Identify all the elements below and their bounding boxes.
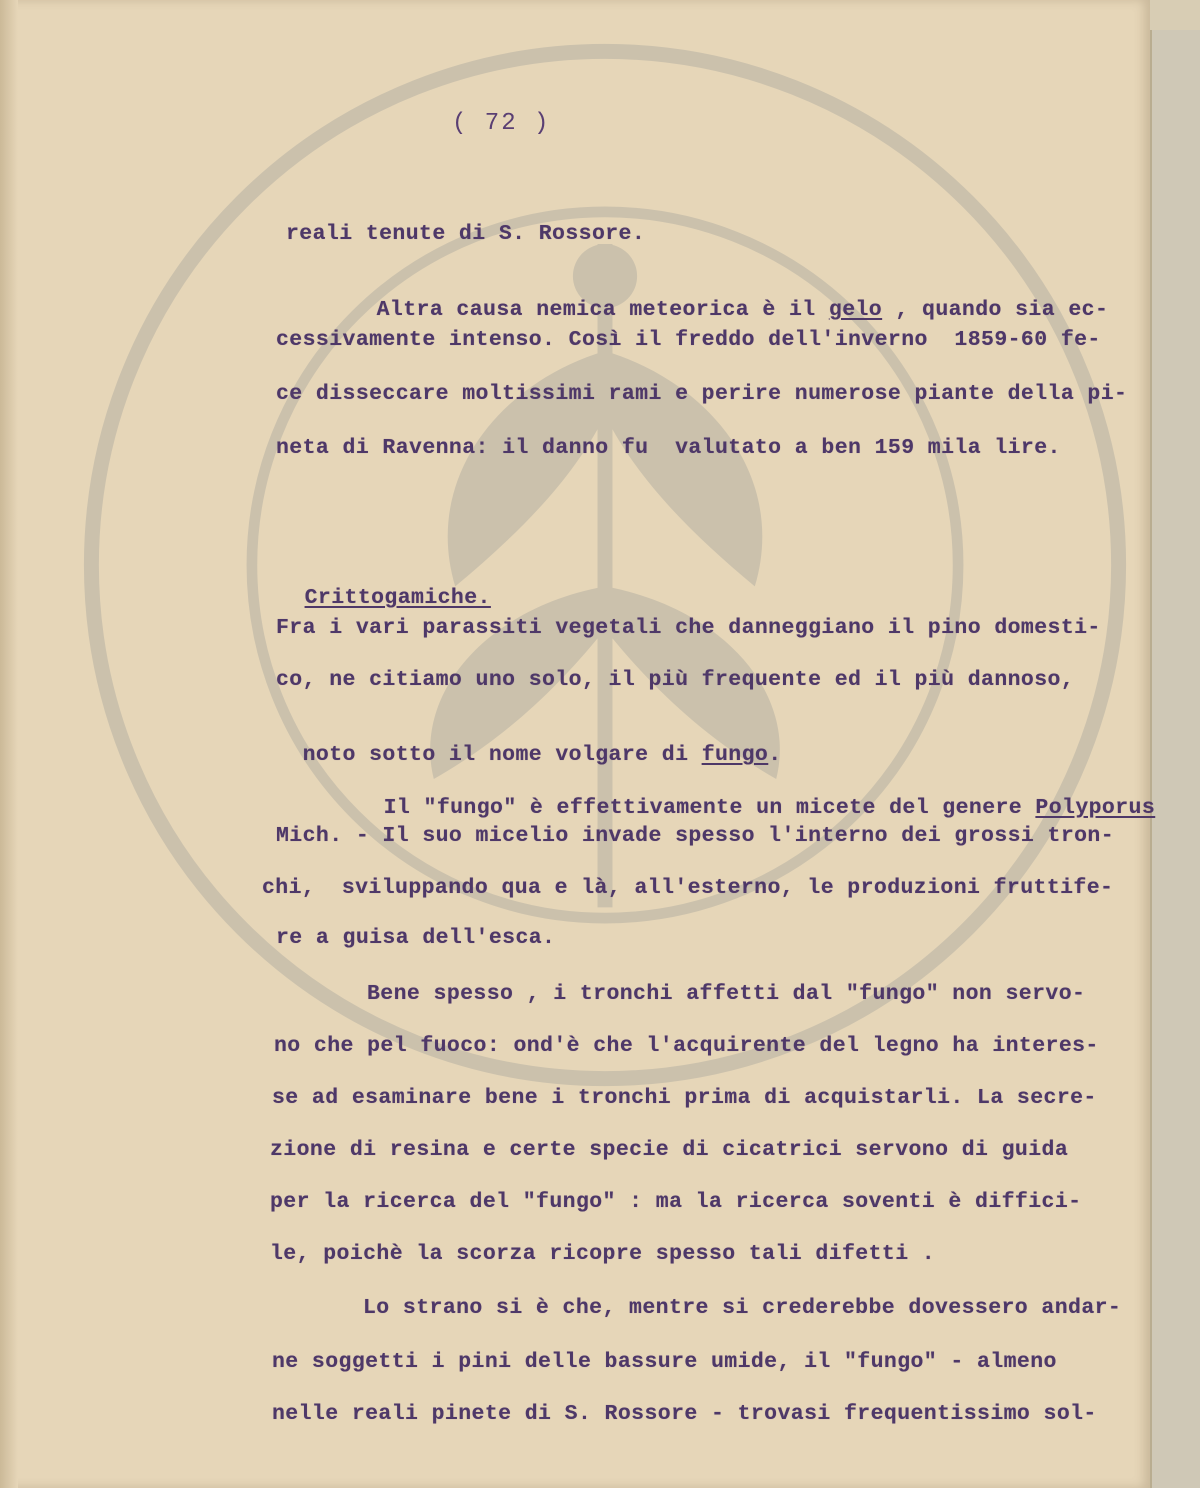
text-line: reali tenute di S. Rossore. — [286, 222, 646, 246]
keyword-polyporus: Polyporus — [1035, 796, 1156, 820]
text-line: co, ne citiamo uno solo, il più frequente ed il più dannoso, — [276, 668, 1075, 692]
text-line: se ad esaminare bene i tronchi prima di acquistarli. La secre- — [272, 1086, 1097, 1110]
text-line: no che pel fuoco: ond'è che l'acquirente del legno ha interes- — [274, 1034, 1099, 1058]
text-line: ce disseccare moltissimi rami e perire numerose piante della pi- — [276, 382, 1128, 406]
text-line: ne soggetti i pini delle bassure umide, il "fungo" - almeno — [272, 1350, 1057, 1374]
text-line: le, poichè la scorza ricopre spesso tali difetti . — [270, 1242, 936, 1266]
binding-edge — [0, 0, 18, 1488]
text-segment: Altra causa nemica meteorica è il — [376, 298, 829, 322]
text-line: chi, sviluppando qua e là, all'esterno, le produzioni fruttife- — [262, 876, 1114, 900]
text-line: neta di Ravenna: il danno fu valutato a ben 159 mila lire. — [276, 436, 1061, 460]
text-segment: . — [768, 743, 782, 767]
text-line: cessivamente intenso. Così il freddo dell'inverno 1859-60 fe- — [276, 328, 1101, 352]
keyword-gelo: gelo — [828, 298, 883, 322]
text-line: per la ricerca del "fungo" : ma la ricerca soventi è diffici- — [270, 1190, 1082, 1214]
text-line: Fra i vari parassiti vegetali che danneggiano il pino domesti- — [276, 616, 1101, 640]
text-line — [357, 772, 1155, 820]
text-line: nelle reali pinete di S. Rossore - trovasi frequentissimo sol- — [272, 1402, 1097, 1426]
text-line — [350, 274, 1108, 322]
text-line: zione di resina e certe specie di cicatrici servono di guida — [270, 1138, 1069, 1162]
text-line: Mich. - Il suo micelio invade spesso l'interno dei grossi tron- — [276, 824, 1115, 848]
text-segment: Il "fungo" è effettivamente un micete del genere — [383, 796, 1036, 820]
text-segment: , quando sia ec- — [882, 298, 1109, 322]
text-line — [276, 719, 782, 767]
heading-underlined: Crittogamiche. — [304, 586, 491, 610]
next-page-edge — [1150, 30, 1200, 1488]
seal-stamp-icon — [70, 30, 1140, 1100]
text-line: Lo strano si è che, mentre si crederebbe dovessero andar- — [363, 1296, 1122, 1320]
keyword-fungo: fungo — [701, 743, 769, 767]
text-line: Bene spesso , i tronchi affetti dal "fungo" non servo- — [367, 982, 1086, 1006]
page-number: ( 72 ) — [452, 110, 551, 137]
text-line: re a guisa dell'esca. — [276, 926, 556, 950]
section-heading — [278, 562, 491, 610]
text-segment: noto sotto il nome volgare di — [302, 743, 702, 767]
